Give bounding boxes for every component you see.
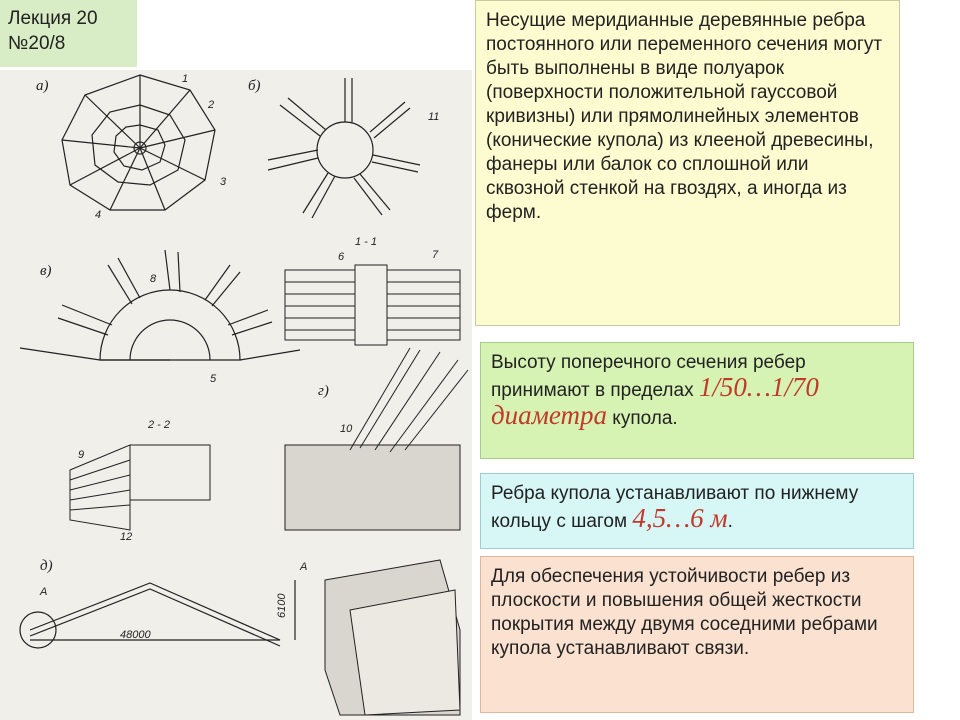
dome-section-d	[20, 580, 295, 648]
section-label-2-2: 2 - 2	[148, 419, 171, 431]
section-2-2	[70, 445, 210, 530]
callout-3: 3	[220, 176, 227, 188]
callout-2: 2	[208, 99, 215, 111]
callout-1: 1	[182, 73, 189, 85]
figure-drawing	[0, 70, 472, 720]
height-dimension: 6100	[276, 593, 288, 618]
dome-plan-a	[62, 75, 215, 210]
rib-spacing-emphasis: 4,5…6 м	[632, 503, 728, 533]
section-height-emphasis: 1/50…1/70 диаметра	[491, 372, 819, 430]
section-label-1-1: 1 - 1	[355, 236, 378, 248]
text-box-bracing	[480, 556, 914, 713]
text-box-rib-spacing	[480, 473, 914, 549]
text-box-section-height	[480, 342, 914, 459]
callout-4: 4	[95, 209, 102, 221]
callout-9: 9	[78, 449, 85, 461]
callout-detail-a: А	[40, 586, 48, 598]
panel-label-a: а)	[36, 78, 49, 94]
lecture-number: №20/8	[8, 33, 66, 54]
callout-6: 6	[338, 251, 345, 263]
callout-10: 10	[340, 423, 353, 435]
rib-support-g	[285, 348, 468, 530]
callout-11: 11	[428, 111, 440, 123]
lecture-title: Лекция 20	[8, 8, 98, 29]
lecture-label	[0, 0, 137, 67]
bracing-description: Для обеспечения устойчивости ребер из плоскости и повышения общей жесткости покрытия между двумя соседними ребрами купола устанавливают связи.	[491, 566, 878, 659]
callout-8: 8	[150, 273, 157, 285]
panel-label-g: г)	[318, 383, 329, 399]
rib-spacing-before: Ребра купола устанавливают по нижнему кольцу с шагом	[491, 483, 859, 532]
rib-spacing-after: .	[727, 511, 733, 532]
panel-label-d: д)	[40, 558, 53, 574]
section-height-before: Высоту поперечного сечения ребер принимают в пределах	[491, 352, 806, 401]
section-height-after: купола.	[607, 408, 678, 429]
ring-plan-b	[268, 78, 420, 218]
callout-5: 5	[210, 373, 217, 385]
detail-a	[325, 560, 460, 715]
section-1-1	[285, 265, 460, 345]
panel-label-b: б)	[248, 78, 261, 94]
half-plan-v	[20, 250, 300, 360]
text-box-ribs	[475, 0, 900, 326]
dome-ribs-figure	[0, 70, 472, 720]
panel-label-v: в)	[40, 263, 52, 279]
ribs-description: Несущие меридианные деревянные ребра постоянного или переменного сечения могут быть выполнены в виде полуарок (поверхности положительной гауссовой кривизны) или прямолинейных элементов (конические купола) из клееной древесины, фанеры или балок со сплошной или сквозной стенкой на гвоздях, а иногда из ферм.	[486, 10, 883, 223]
callout-12: 12	[120, 531, 133, 543]
callout-detail-a-ref: А	[300, 561, 308, 573]
callout-7: 7	[432, 249, 439, 261]
span-dimension: 48000	[120, 629, 151, 641]
